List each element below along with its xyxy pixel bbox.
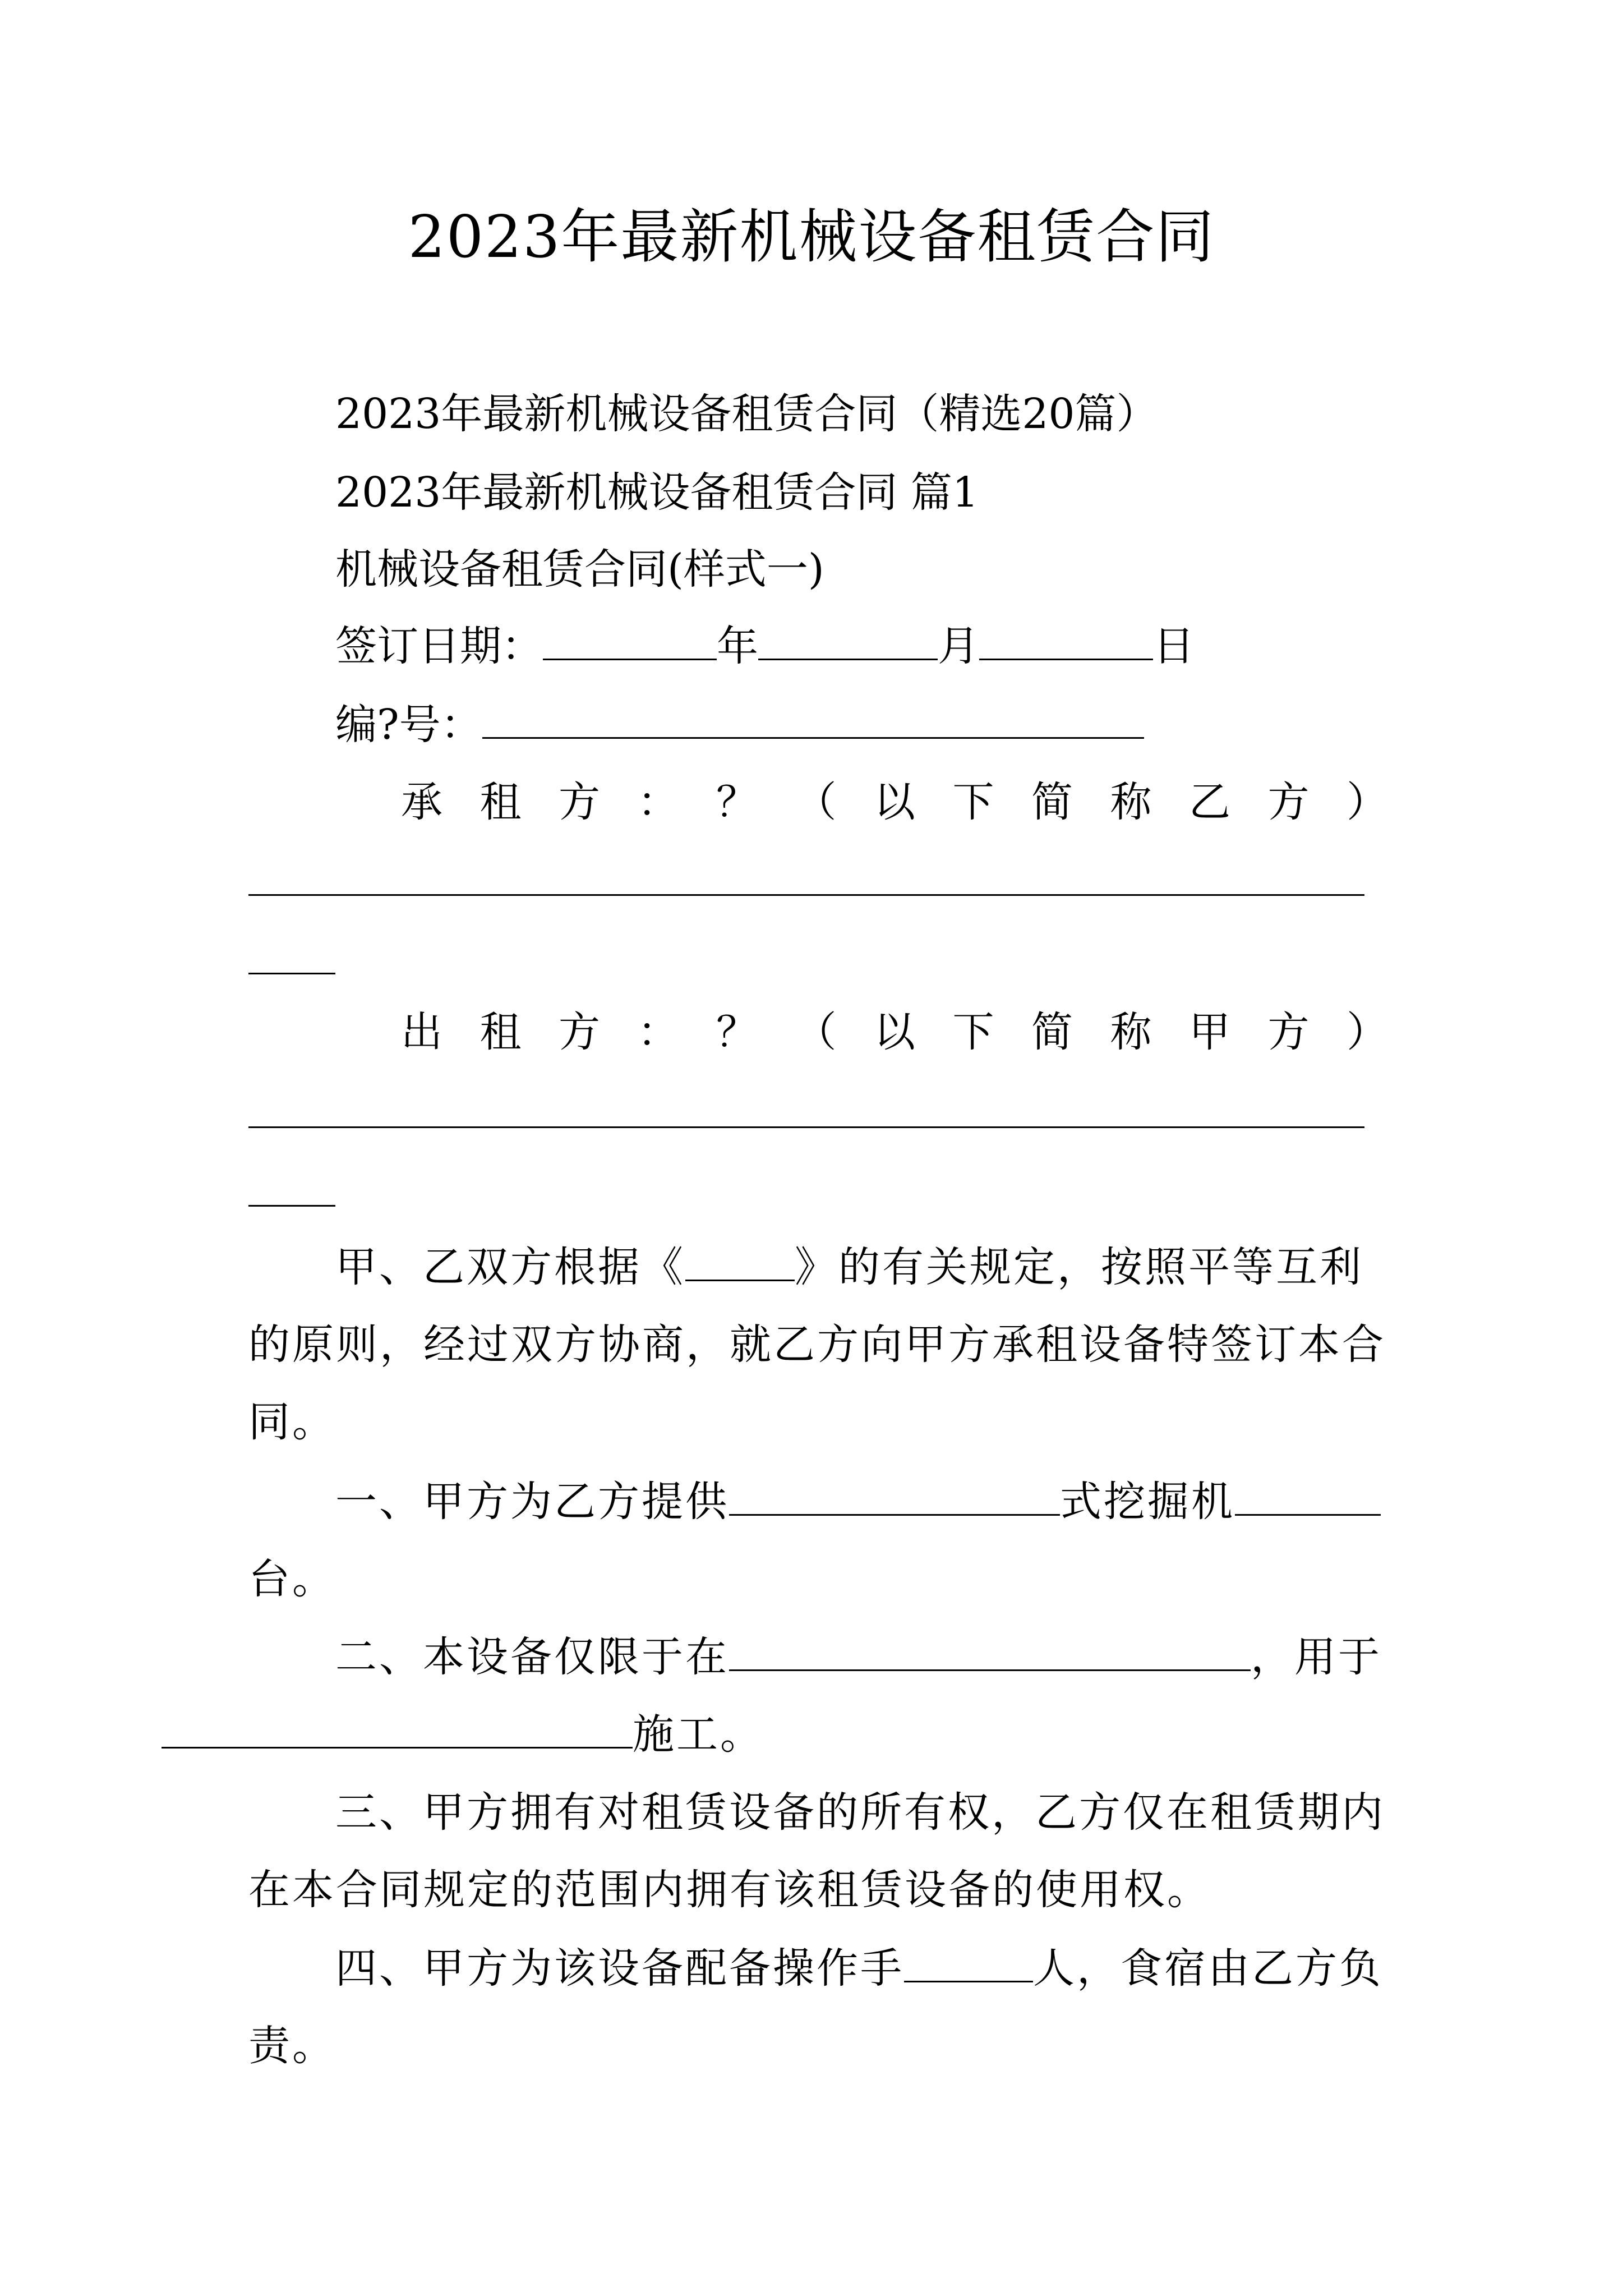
intro-line-1: 2023年最新机械设备租赁合同（精选20篇） xyxy=(335,390,1158,438)
lessor-char: ： xyxy=(637,1008,679,1056)
lessee-name-line xyxy=(248,894,1364,896)
lessee-line xyxy=(401,774,1388,830)
clause-2 xyxy=(248,1618,1388,1773)
clause-text: 人，食宿由乙方负责。 xyxy=(248,1944,1383,2070)
lessor-name-line xyxy=(248,1126,1364,1128)
excavator-count-blank xyxy=(1235,1479,1381,1516)
clause-text: 一、甲方为乙方提供 xyxy=(335,1478,729,1526)
lessor-char: 称 xyxy=(1110,1008,1152,1056)
number-label: 编?号： xyxy=(335,701,482,749)
lessee-char: 租 xyxy=(479,778,522,826)
lessee-char: （ xyxy=(795,778,837,826)
clause-text: ，用于 xyxy=(1251,1633,1382,1681)
lessee-char: ： xyxy=(637,778,679,826)
clause-text: 施工。 xyxy=(633,1710,764,1759)
clause-text: 台。 xyxy=(248,1555,336,1603)
lessee-char: 简 xyxy=(1031,778,1073,826)
lessee-char: 以 xyxy=(874,778,915,826)
lessee-char: ） xyxy=(1347,778,1388,826)
project-blank xyxy=(162,1712,633,1749)
lessee-char: ？ xyxy=(716,778,758,826)
lessor-char: 出 xyxy=(401,1008,442,1056)
day-blank xyxy=(979,624,1153,660)
clause-4 xyxy=(248,1930,1388,2085)
clause-text: 二、本设备仅限于在 xyxy=(335,1633,729,1681)
lessor-char: 简 xyxy=(1031,1008,1073,1056)
month-blank xyxy=(758,624,938,660)
lessee-char: 乙 xyxy=(1189,778,1230,826)
location-blank xyxy=(729,1635,1251,1671)
lessor-char: ？ xyxy=(716,1008,758,1056)
lessee-char: 称 xyxy=(1110,778,1152,826)
lessee-name-line-end xyxy=(248,973,335,974)
paragraph-text: 》的有关规定，按照平等互利的原则，经过双方协商，就乙方向甲方承租设备特签订本合同。 xyxy=(248,1243,1386,1446)
document-title: 2023年最新机械设备租赁合同 xyxy=(408,203,1215,271)
number-line xyxy=(335,697,1144,753)
lessor-line xyxy=(401,1004,1388,1060)
lessor-char: （ xyxy=(795,1008,837,1056)
lessor-char: 方 xyxy=(1267,1008,1310,1056)
law-name-blank xyxy=(685,1245,795,1281)
clause-text: 四、甲方为该设备配备操作手 xyxy=(335,1944,904,1993)
lessor-char: 甲 xyxy=(1189,1008,1230,1056)
intro-line-2: 2023年最新机械设备租赁合同 篇1 xyxy=(335,468,979,517)
sign-date-line xyxy=(335,618,1195,674)
paragraph-text: 甲、乙双方根据《 xyxy=(335,1243,685,1291)
sign-date-label: 签订日期： xyxy=(335,622,543,670)
month-label: 月 xyxy=(938,622,979,670)
lessor-char: 下 xyxy=(952,1008,994,1056)
clause-1 xyxy=(248,1463,1388,1618)
year-label: 年 xyxy=(717,622,758,670)
lessor-name-line-end xyxy=(248,1205,335,1207)
lessee-char: 方 xyxy=(559,778,600,826)
excavator-type-blank xyxy=(729,1479,1060,1516)
number-blank xyxy=(482,702,1144,739)
lessee-char: 承 xyxy=(401,778,442,826)
clause-text: 式挖掘机 xyxy=(1060,1478,1235,1526)
lessee-char: 下 xyxy=(952,778,994,826)
lessor-char: 以 xyxy=(874,1008,915,1056)
day-label: 日 xyxy=(1153,622,1195,670)
clause-3: 三、甲方拥有对租赁设备的所有权，乙方仅在租赁期内在本合同规定的范围内拥有该租赁设备的使用权。 xyxy=(248,1788,1385,1914)
operator-count-blank xyxy=(904,1946,1033,1982)
lessor-char: ） xyxy=(1347,1008,1388,1056)
year-blank xyxy=(543,624,717,660)
intro-line-3: 机械设备租赁合同(样式一) xyxy=(335,545,824,593)
lessor-char: 租 xyxy=(479,1008,522,1056)
lessor-char: 方 xyxy=(559,1008,600,1056)
paragraph-principle xyxy=(248,1228,1388,1461)
lessee-char: 方 xyxy=(1267,778,1310,826)
